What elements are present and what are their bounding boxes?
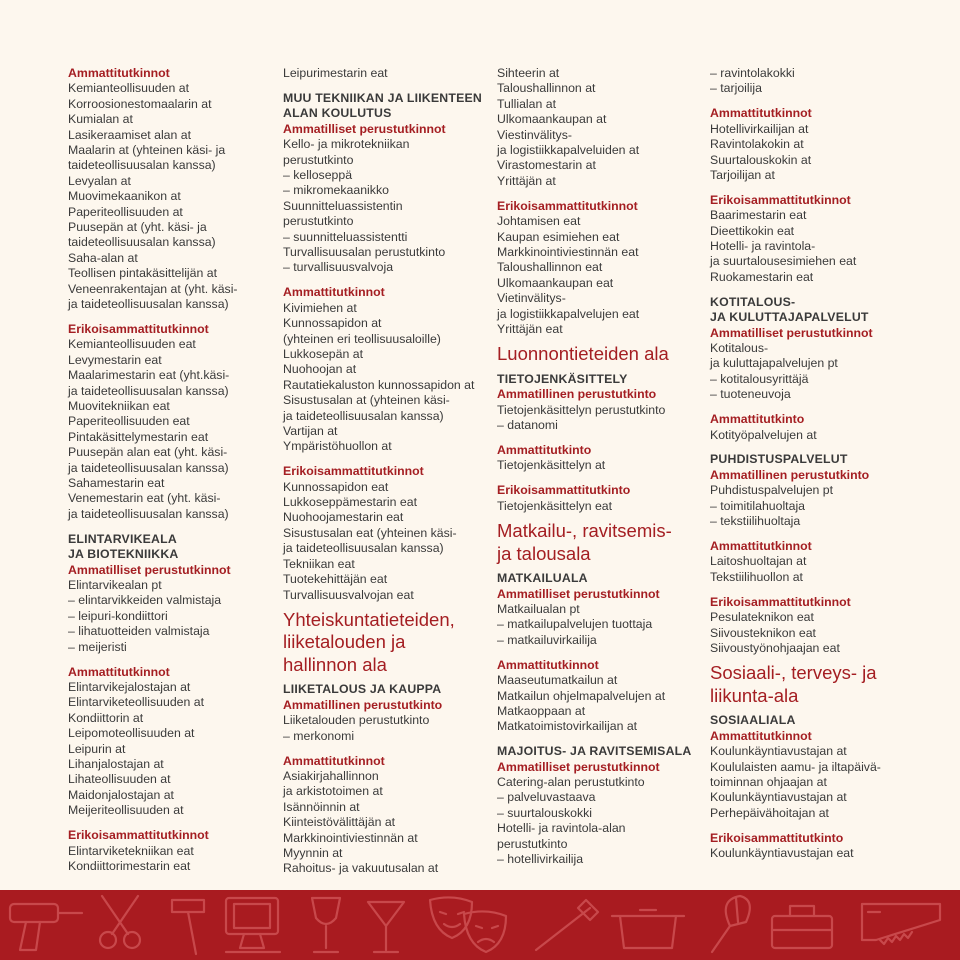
text-line: Sihteerin at bbox=[497, 66, 560, 80]
text-line: Kiinteistövälittäjän at bbox=[283, 815, 396, 830]
text-line: Puusepän alan eat (yht. käsi- bbox=[68, 445, 228, 460]
category-heading: ALAN KOULUTUS bbox=[283, 106, 392, 121]
spacer bbox=[283, 455, 483, 465]
hammer-icon bbox=[172, 900, 204, 954]
text-line: Maidonjalostajan at bbox=[68, 787, 174, 802]
spacer bbox=[68, 522, 268, 532]
text-line: Laitoshuoltajan at bbox=[710, 554, 807, 569]
text-line: – toimitilahuoltaja bbox=[710, 498, 806, 513]
subsection-heading: Ammatillinen perustutkinto bbox=[710, 467, 870, 482]
text-line: Turvallisuusalan perustutkinto bbox=[283, 244, 446, 259]
spacer bbox=[497, 648, 697, 658]
text-line: Catering-alan perustutkinto bbox=[497, 775, 645, 790]
text-line: Kunnossapidon eat bbox=[283, 479, 389, 494]
text-line: – merkonomi bbox=[283, 728, 355, 743]
subsection-heading: Ammatillinen perustutkinto bbox=[283, 697, 443, 712]
subsection-heading: Erikoisammattitutkinnot bbox=[497, 198, 638, 213]
text-line: Nuohoojamestarin eat bbox=[283, 510, 404, 525]
text-line: – tuoteneuvoja bbox=[710, 387, 791, 402]
text-line: – elintarvikkeiden valmistaja bbox=[68, 593, 222, 608]
whisk-icon bbox=[712, 896, 750, 952]
text-line: Siivoustyönohjaajan eat bbox=[710, 640, 840, 655]
text-line: Matkatoimistovirkailijan at bbox=[497, 719, 638, 734]
spacer bbox=[68, 313, 268, 323]
spacer bbox=[710, 183, 910, 193]
text-line: Nuohoojan at bbox=[283, 362, 357, 377]
spacer bbox=[497, 189, 697, 199]
text-line: Hotelli- ja ravintola- bbox=[710, 239, 816, 254]
text-line: – hotellivirkailija bbox=[497, 852, 584, 867]
spacer bbox=[710, 403, 910, 413]
spacer bbox=[710, 97, 910, 107]
text-line: Lukkosepän at bbox=[283, 346, 363, 361]
text-line: Leipurin at bbox=[68, 741, 126, 756]
text-line: toiminnan ohjaajan at bbox=[710, 774, 827, 789]
cocktail-icon bbox=[368, 902, 404, 952]
text-line: Veneenrakentajan at (yht. käsi- bbox=[68, 281, 238, 296]
spacer bbox=[710, 585, 910, 595]
spacer bbox=[497, 434, 697, 444]
spacer bbox=[497, 735, 697, 745]
text-line: Elintarvikejalostajan at bbox=[68, 679, 191, 694]
section-title: Yhteiskuntatieteiden, bbox=[283, 608, 455, 630]
text-line: Taloushallinnon at bbox=[497, 81, 596, 96]
text-line: Turvallisuusvalvojan eat bbox=[283, 587, 414, 602]
spacer bbox=[283, 276, 483, 286]
text-line: Kemianteollisuuden at bbox=[68, 81, 189, 96]
category-heading: SOSIAALIALA bbox=[710, 713, 796, 728]
text-line: Tietojenkäsittelyn eat bbox=[497, 498, 613, 513]
category-heading: MUU TEKNIIKAN JA LIIKENTEEN bbox=[283, 90, 482, 105]
text-line: Lihanjalostajan at bbox=[68, 756, 164, 771]
text-line: Dieettikokin eat bbox=[710, 223, 795, 238]
subsection-heading: Ammattitutkinto bbox=[710, 412, 805, 427]
text-line: Pesulateknikon eat bbox=[710, 610, 814, 625]
subsection-heading: Ammatilliset perustutkinnot bbox=[710, 325, 873, 340]
text-line: Ulkomaankaupan at bbox=[497, 112, 607, 127]
text-line: – ravintolakokki bbox=[710, 66, 795, 80]
text-line: taideteollisuusalan kanssa) bbox=[68, 235, 216, 250]
text-line: Puusepän at (yht. käsi- ja bbox=[68, 220, 207, 235]
text-line: Asiakirjahallinnon bbox=[283, 768, 379, 783]
text-line: Koulunkäyntiavustajan at bbox=[710, 790, 847, 805]
text-line: Ulkomaankaupan eat bbox=[497, 275, 614, 290]
text-line: ja suurtalousesimiehen eat bbox=[710, 254, 857, 269]
text-line: Markkinointiviestinnän eat bbox=[497, 244, 639, 259]
spacer bbox=[710, 529, 910, 539]
spacer bbox=[283, 81, 483, 91]
text-line: Ruokamestarin eat bbox=[710, 269, 814, 284]
text-line: – tarjoilija bbox=[710, 81, 762, 96]
text-line: Yrittäjän eat bbox=[497, 322, 563, 336]
category-heading: TIETOJENKÄSITTELY bbox=[497, 371, 628, 386]
text-column-3 bbox=[497, 66, 697, 867]
text-line: ja taideteollisuusalan kanssa) bbox=[68, 506, 229, 521]
subsection-heading: Ammattitutkinnot bbox=[68, 664, 170, 679]
text-line: Tekniikan eat bbox=[283, 556, 355, 571]
text-line: Rahoitus- ja vakuutusalan at bbox=[283, 861, 439, 876]
text-line: Vietinvälitys- bbox=[497, 291, 566, 306]
subsection-heading: Ammatilliset perustutkinnot bbox=[68, 562, 231, 577]
text-line: Maaseutumatkailun at bbox=[497, 673, 618, 688]
section-title: Sosiaali-, terveys- ja bbox=[710, 662, 877, 684]
spacer bbox=[710, 821, 910, 831]
text-line: Suurtalouskokin at bbox=[710, 152, 812, 167]
text-line: Maalarimestarin eat (yht.käsi- bbox=[68, 368, 230, 383]
text-line: Matkailun ohjelmapalvelujen at bbox=[497, 688, 666, 703]
text-line: perustutkinto bbox=[283, 152, 354, 167]
text-line: Kemianteollisuuden eat bbox=[68, 337, 196, 352]
text-line: Tarjoilijan at bbox=[710, 167, 775, 182]
subsection-heading: Ammatilliset perustutkinnot bbox=[497, 586, 660, 601]
subsection-heading: Erikoisammattitutkinnot bbox=[283, 464, 424, 479]
text-line: – datanomi bbox=[497, 418, 558, 433]
subsection-heading: Ammattitutkinnot bbox=[710, 106, 812, 121]
text-line: Tietojenkäsittelyn at bbox=[497, 458, 606, 473]
text-line: ja taideteollisuusalan kanssa) bbox=[68, 460, 229, 475]
text-line: – palveluvastaava bbox=[497, 790, 596, 805]
text-line: Kumialan at bbox=[68, 112, 133, 127]
text-line: Muovitekniikan eat bbox=[68, 399, 170, 414]
text-line: Perhepäivähoitajan at bbox=[710, 805, 829, 820]
category-heading: ELINTARVIKEALA bbox=[68, 531, 177, 546]
text-line: – mikromekaanikko bbox=[283, 183, 389, 198]
text-line: – kotitalousyrittäjä bbox=[710, 371, 809, 386]
text-line: ja logistiikkapalveluiden at bbox=[497, 143, 640, 158]
section-title: Matkailu-, ravitsemis- bbox=[497, 520, 672, 542]
text-line: Virastomestarin at bbox=[497, 158, 596, 173]
text-line: – matkailupalvelujen tuottaja bbox=[497, 617, 653, 632]
subsection-heading: Ammattitutkinnot bbox=[283, 753, 385, 768]
text-line: ja taideteollisuusalan kanssa) bbox=[68, 383, 229, 398]
category-heading: LIIKETALOUS JA KAUPPA bbox=[283, 682, 442, 697]
text-line: Leipomoteollisuuden at bbox=[68, 726, 195, 741]
text-line: – meijeristi bbox=[68, 639, 127, 654]
subsection-heading: Ammatilliset perustutkinnot bbox=[497, 759, 660, 774]
toolbox-icon bbox=[772, 906, 832, 948]
scissors-icon bbox=[100, 896, 140, 948]
text-line: Viestinvälitys- bbox=[497, 127, 572, 142]
text-line: Sisustusalan eat (yhteinen käsi- bbox=[283, 525, 457, 540]
subsection-heading: Erikoisammattitutkinto bbox=[710, 830, 844, 845]
category-heading: MAJOITUS- JA RAVITSEMISALA bbox=[497, 744, 692, 759]
text-line: Tietojenkäsittelyn perustutkinto bbox=[497, 402, 666, 417]
text-line: Markkinointiviestinnän at bbox=[283, 830, 418, 845]
theatre-masks-icon bbox=[430, 897, 506, 952]
text-line: Hotelli- ja ravintola-alan bbox=[497, 821, 626, 836]
text-line: Leipurimestarin eat bbox=[283, 66, 388, 80]
spacer bbox=[710, 443, 910, 453]
text-line: – leipuri-kondiittori bbox=[68, 608, 168, 623]
category-heading: KOTITALOUS- bbox=[710, 294, 796, 309]
text-line: Saha-alan at bbox=[68, 250, 138, 265]
category-heading: PUHDISTUSPALVELUT bbox=[710, 452, 848, 467]
text-line: Kotitalous- bbox=[710, 341, 769, 355]
text-line: Paperiteollisuuden at bbox=[68, 204, 183, 219]
text-line: Siivousteknikon eat bbox=[710, 625, 816, 640]
category-heading: MATKAILUALA bbox=[497, 571, 588, 586]
subsection-heading: Erikoisammattitutkinnot bbox=[68, 828, 209, 843]
text-line: ja taideteollisuusalan kanssa) bbox=[68, 297, 229, 312]
subsection-heading: Ammatilliset perustutkinnot bbox=[283, 121, 446, 136]
subsection-heading: Erikoisammattitutkinnot bbox=[68, 322, 209, 336]
section-title: liikunta-ala bbox=[710, 684, 799, 706]
text-line: Lasikeraamiset alan at bbox=[68, 127, 192, 142]
pipe-wrench-icon bbox=[536, 900, 598, 950]
subsection-heading: Ammattitutkinnot bbox=[283, 285, 385, 300]
subsection-heading: Ammattitutkinnot bbox=[710, 538, 812, 553]
drill-icon bbox=[10, 904, 82, 950]
text-line: (yhteinen eri teollisuusaloille) bbox=[283, 331, 441, 346]
text-line: Sisustusalan at (yhteinen käsi- bbox=[283, 393, 450, 408]
category-heading: JA KULUTTAJAPALVELUT bbox=[710, 310, 869, 325]
text-line: Lukkoseppämestarin eat bbox=[283, 495, 417, 510]
text-line: Suunnitteluassistentin bbox=[283, 198, 403, 213]
text-line: ja kuluttajapalvelujen pt bbox=[710, 356, 838, 371]
subsection-heading: Erikoisammattitutkinnot bbox=[710, 594, 851, 609]
text-line: Kondiittorin at bbox=[68, 710, 144, 725]
text-line: Yrittäjän at bbox=[497, 173, 556, 188]
spacer bbox=[710, 285, 910, 295]
text-line: Vartijan at bbox=[283, 423, 338, 438]
text-line: Meijeriteollisuuden at bbox=[68, 803, 184, 818]
text-line: Koululaisten aamu- ja iltapäivä- bbox=[710, 759, 881, 774]
text-line: ja taideteollisuusalan kanssa) bbox=[283, 408, 444, 423]
text-column-2 bbox=[283, 66, 483, 877]
text-line: Levyalan at bbox=[68, 173, 131, 188]
text-line: Kondiittorimestarin eat bbox=[68, 858, 191, 873]
text-line: Lihateollisuuden at bbox=[68, 772, 171, 787]
subsection-heading: Ammattitutkinnot bbox=[497, 657, 599, 672]
text-line: Kivimiehen at bbox=[283, 300, 357, 315]
text-line: Muovimekaanikon at bbox=[68, 189, 181, 204]
text-line: Paperiteollisuuden eat bbox=[68, 414, 190, 429]
text-line: Tullialan at bbox=[497, 96, 557, 111]
text-line: – turvallisuusvalvoja bbox=[283, 260, 394, 275]
subsection-heading: Erikoisammattitutkinto bbox=[497, 483, 631, 498]
text-line: Liiketalouden perustutkinto bbox=[283, 713, 430, 728]
section-title: ja talousala bbox=[497, 542, 591, 564]
subsection-heading: Ammatillinen perustutkinto bbox=[497, 387, 657, 402]
subsection-heading: Ammattitutkinto bbox=[497, 443, 592, 458]
text-line: Rautatiekaluston kunnossapidon at bbox=[283, 377, 475, 392]
text-line: Elintarviketekniikan eat bbox=[68, 843, 194, 858]
text-line: Myynnin at bbox=[283, 845, 343, 860]
text-line: Tuotekehittäjän eat bbox=[283, 572, 388, 587]
category-heading: JA BIOTEKNIIKKA bbox=[68, 547, 179, 562]
subsection-heading: Ammattitutkinnot bbox=[710, 728, 812, 743]
text-line: Elintarvikealan pt bbox=[68, 578, 162, 592]
text-line: – kelloseppä bbox=[283, 167, 353, 182]
spacer bbox=[68, 819, 268, 829]
text-line: Baarimestarin eat bbox=[710, 208, 807, 223]
text-line: Isännöinnin at bbox=[283, 799, 360, 814]
text-line: Pintakäsittelymestarin eat bbox=[68, 429, 209, 444]
text-line: Kaupan esimiehen eat bbox=[497, 229, 620, 244]
text-line: – tekstiilihuoltaja bbox=[710, 514, 801, 529]
text-line: Taloushallinnon eat bbox=[497, 260, 603, 275]
text-line: ja taideteollisuusalan kanssa) bbox=[283, 541, 444, 556]
text-line: Hotellivirkailijan at bbox=[710, 121, 809, 136]
section-title: liiketalouden ja bbox=[283, 631, 406, 653]
text-line: – suurtalouskokki bbox=[497, 805, 593, 820]
section-title: Luonnontieteiden ala bbox=[497, 343, 669, 365]
section-title: hallinnon ala bbox=[283, 653, 387, 675]
text-line: Tekstiilihuollon at bbox=[710, 569, 803, 584]
text-line: Kotityöpalvelujen at bbox=[710, 427, 817, 442]
text-line: Johtamisen eat bbox=[497, 214, 581, 229]
text-line: – matkailuvirkailija bbox=[497, 632, 597, 647]
text-line: Kunnossapidon at bbox=[283, 316, 382, 331]
text-line: Puhdistuspalvelujen pt bbox=[710, 483, 834, 498]
wine-glass-icon bbox=[312, 898, 340, 952]
text-line: Korroosionestomaalarin at bbox=[68, 96, 212, 111]
text-line: Koulunkäyntiavustajan at bbox=[710, 744, 847, 759]
hand-saw-icon bbox=[862, 904, 940, 944]
text-line: Kello- ja mikrotekniikan bbox=[283, 137, 410, 152]
subsection-heading: Ammattitutkinnot bbox=[68, 66, 170, 80]
text-line: Venemestarin eat (yht. käsi- bbox=[68, 491, 221, 506]
text-line: Ravintolakokin at bbox=[710, 137, 804, 152]
text-line: ja arkistotoimen at bbox=[283, 784, 383, 799]
text-line: Matkaoppaan at bbox=[497, 703, 586, 718]
text-line: Ympäristöhuollon at bbox=[283, 439, 392, 454]
text-line: – lihatuotteiden valmistaja bbox=[68, 624, 210, 639]
text-line: Elintarviketeollisuuden at bbox=[68, 695, 205, 710]
spacer bbox=[68, 655, 268, 665]
spacer bbox=[497, 474, 697, 484]
subsection-heading: Erikoisammattitutkinnot bbox=[710, 192, 851, 207]
text-line: Koulunkäyntiavustajan eat bbox=[710, 846, 854, 861]
text-line: Matkailualan pt bbox=[497, 601, 580, 616]
text-line: ja logistiikkapalvelujen eat bbox=[497, 306, 640, 321]
spacer bbox=[283, 744, 483, 754]
text-line: perustutkinto bbox=[283, 214, 354, 229]
text-line: – suunnitteluassistentti bbox=[283, 229, 408, 244]
text-column-4 bbox=[710, 66, 910, 861]
cooking-pot-icon bbox=[612, 910, 684, 948]
text-column-1 bbox=[68, 66, 268, 874]
text-line: Maalarin at (yhteinen käsi- ja bbox=[68, 143, 226, 158]
text-line: Levymestarin eat bbox=[68, 352, 162, 367]
text-line: perustutkinto bbox=[497, 836, 568, 851]
text-line: Teollisen pintakäsittelijän at bbox=[68, 266, 218, 281]
text-line: taideteollisuusalan kanssa) bbox=[68, 158, 216, 173]
text-line: Sahamestarin eat bbox=[68, 476, 165, 491]
computer-icon bbox=[226, 898, 280, 952]
decorative-icon-band bbox=[0, 890, 960, 960]
